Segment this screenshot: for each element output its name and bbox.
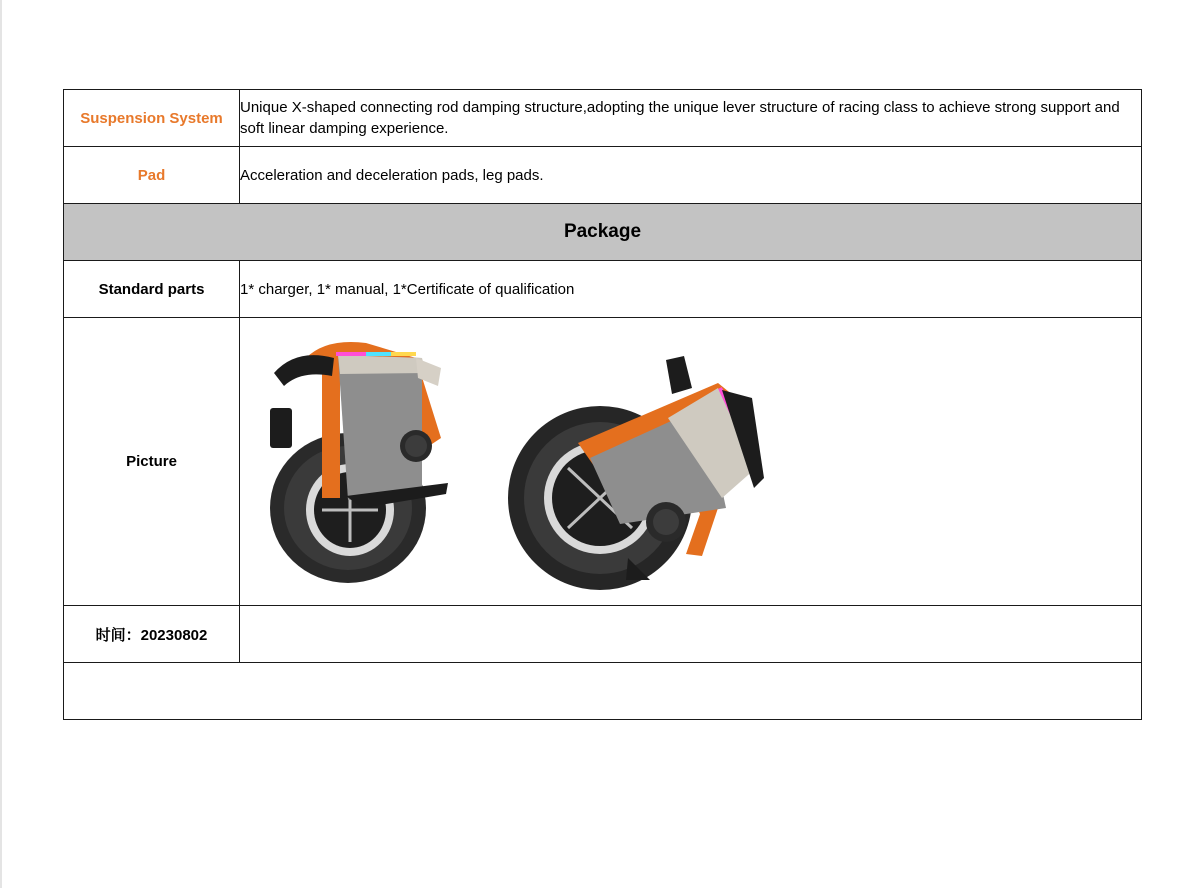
picture-cell xyxy=(240,318,1142,606)
page-left-edge xyxy=(0,0,2,888)
empty-row-cell xyxy=(64,663,1142,720)
package-section-row xyxy=(64,204,1142,261)
unicycle-side-image xyxy=(508,318,768,605)
picture-label: Picture xyxy=(64,318,240,606)
date-value xyxy=(240,606,1142,663)
spec-row-empty xyxy=(64,663,1142,720)
spec-row-picture xyxy=(64,318,1142,606)
pad-value: Acceleration and deceleration pads, leg pads. xyxy=(240,147,1142,204)
standard-parts-label: Standard parts xyxy=(64,261,240,318)
unicycle-front-image xyxy=(266,318,456,605)
spec-row-date xyxy=(64,606,1142,663)
spec-row-suspension xyxy=(64,90,1142,147)
date-label: 时间：20230802 xyxy=(64,606,240,663)
suspension-label: Suspension System xyxy=(64,90,240,147)
pad-label: Pad xyxy=(64,147,240,204)
spec-row-standard-parts xyxy=(64,261,1142,318)
spec-table xyxy=(63,89,1142,720)
spec-row-pad xyxy=(64,147,1142,204)
suspension-value: Unique X-shaped connecting rod damping structure,adopting the unique lever structure of racing class to achieve strong support and soft linear damping experience. xyxy=(240,90,1142,147)
package-heading: Package xyxy=(64,204,1142,261)
standard-parts-value: 1* charger, 1* manual, 1*Certificate of qualification xyxy=(240,261,1142,318)
